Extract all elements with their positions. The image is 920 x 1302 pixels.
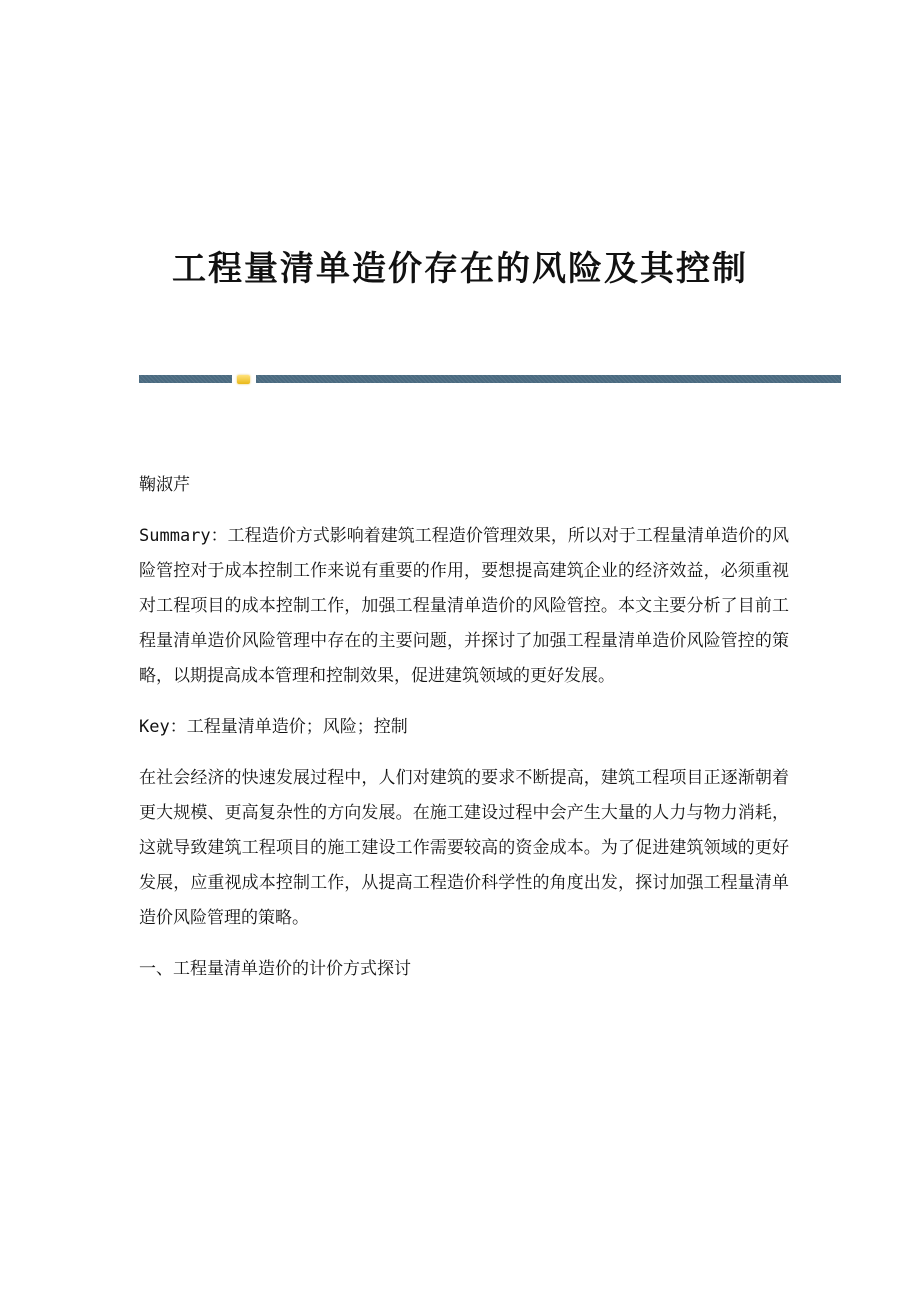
title-divider <box>139 375 841 384</box>
keywords-label: Key： <box>139 717 187 737</box>
divider-bar-right <box>256 375 841 383</box>
divider-bar-left <box>139 375 232 383</box>
author-name: 鞠淑芹 <box>139 475 190 495</box>
section-heading: 一、工程量清单造价的计价方式探讨 <box>139 959 411 979</box>
keywords-text: 工程量清单造价；风险；控制 <box>186 717 408 737</box>
keywords-paragraph <box>139 710 789 745</box>
document-body <box>139 468 789 1003</box>
summary-text: 工程造价方式影响着建筑工程造价管理效果，所以对于工程量清单造价的风险管控对于成本控制工作来说有重要的作用，要想提高建筑企业的经济效益，必须重视对工程项目的成本控制工作，加强工程量清单造价的风险管控。本文主要分析了目前工程量清单造价风险管理中存在的主要问题，并探讨了加强工程量清单造价风险管控的策略，以期提高成本管理和控制效果，促进建筑领域的更好发展。 <box>139 526 789 686</box>
document-title: 工程量清单造价存在的风险及其控制 <box>172 248 748 289</box>
intro-paragraph: 在社会经济的快速发展过程中，人们对建筑的要求不断提高，建筑工程项目正逐渐朝着更大规模、更高复杂性的方向发展。在施工建设过程中会产生大量的人力与物力消耗，这就导致建筑工程项目的施工建设工作需要较高的资金成本。为了促进建筑领域的更好发展，应重视成本控制工作，从提高工程造价科学性的角度出发，探讨加强工程量清单造价风险管理的策略。 <box>139 768 789 928</box>
summary-paragraph <box>139 519 789 694</box>
divider-ornament-icon <box>237 375 250 384</box>
summary-label: Summary： <box>139 526 228 546</box>
